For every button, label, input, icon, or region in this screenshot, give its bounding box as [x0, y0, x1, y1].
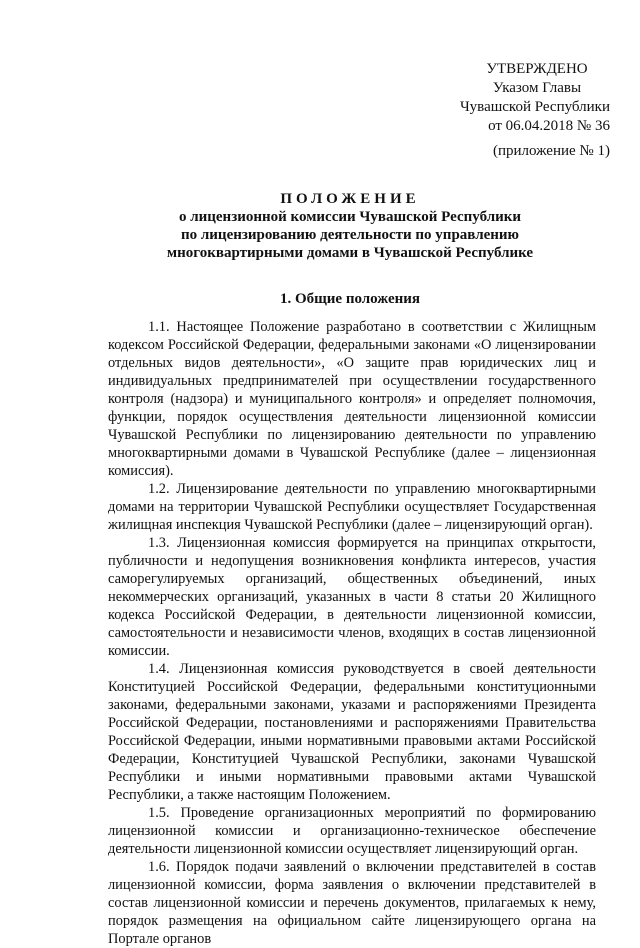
- approval-decree: Указом Главы: [492, 80, 582, 96]
- document-subtitle-line-1: о лицензионной комиссии Чувашской Республики: [178, 209, 522, 225]
- document-title: ПОЛОЖЕНИЕ: [280, 191, 420, 207]
- document-subtitle-line-3: многоквартирными домами в Чувашской Республике: [166, 245, 534, 261]
- paragraph-1-6: 1.6. Порядок подачи заявлений о включении представителей в состав лицензионной комиссии, форма заявления о включении представителей в состав лицензионной комиссии и перечень документов, прилагаемых к нему, порядок размещения на официальном сайте лицензирующего органа на Портале органов: [108, 859, 596, 947]
- paragraph-1-2: 1.2. Лицензирование деятельности по управлению многоквартирными домами на территории Чувашской Республики осуществляет Государственная жилищная инспекция Чувашской Республики (далее – лицензирующий орган).: [108, 481, 596, 533]
- document-title-block: [100, 190, 600, 262]
- approval-date-number: от 06.04.2018 № 36: [488, 118, 610, 134]
- document-subtitle-line-2: по лицензированию деятельности по управлению: [180, 227, 520, 243]
- approval-title: УТВЕРЖДЕНО: [486, 61, 588, 77]
- paragraph-1-5: 1.5. Проведение организационных мероприятий по формированию лицензионной комиссии и организационно-техническое обеспечение деятельности лицензионной комиссии осуществляет лицензирующий орган.: [108, 805, 596, 857]
- approval-stamp-block: [440, 60, 610, 136]
- paragraph-1-4: 1.4. Лицензионная комиссия руководствуется в своей деятельности Конституцией Российской Федерации, федеральными конституционными законами, федеральными законами, указами и распоряжениями Президента Российской Федерации, постановлениями и распоряжениями Правительства Российской Федерации, иными нормативными правовыми актами Российской Федерации, Конституцией Чувашской Республики, законами Чувашской Республики и иными нормативными правовыми актами Чувашской Республики, а также настоящим Положением.: [108, 661, 596, 803]
- approval-republic: Чувашской Республики: [459, 99, 610, 115]
- document-body: [108, 318, 596, 948]
- section-heading: 1. Общие положения: [279, 291, 421, 307]
- appendix-label: (приложение № 1): [492, 143, 610, 159]
- paragraph-1-1: 1.1. Настоящее Положение разработано в соответствии с Жилищным кодексом Российской Федерации, федеральными законами «О лицензировании отдельных видов деятельности», «О защите прав юридических лиц и индивидуальных предпринимателей при осуществлении государственного контроля (надзора) и муниципального контроля» и определяет полномочия, функции, порядок осуществления деятельности лицензионной комиссии Чувашской Республики по лицензированию деятельности по управлению многоквартирными домами в Чувашской Республике (далее – лицензионная комиссия).: [108, 319, 596, 479]
- paragraph-1-3: 1.3. Лицензионная комиссия формируется на принципах открытости, публичности и недопущения возникновения конфликта интересов, участия саморегулируемых организаций, общественных объединений, иных некоммерческих организаций, указанных в части 8 статьи 20 Жилищного кодекса Российской Федерации, в деятельности лицензионной комиссии, самостоятельности и независимости членов, входящих в состав лицензионной комиссии.: [108, 535, 596, 659]
